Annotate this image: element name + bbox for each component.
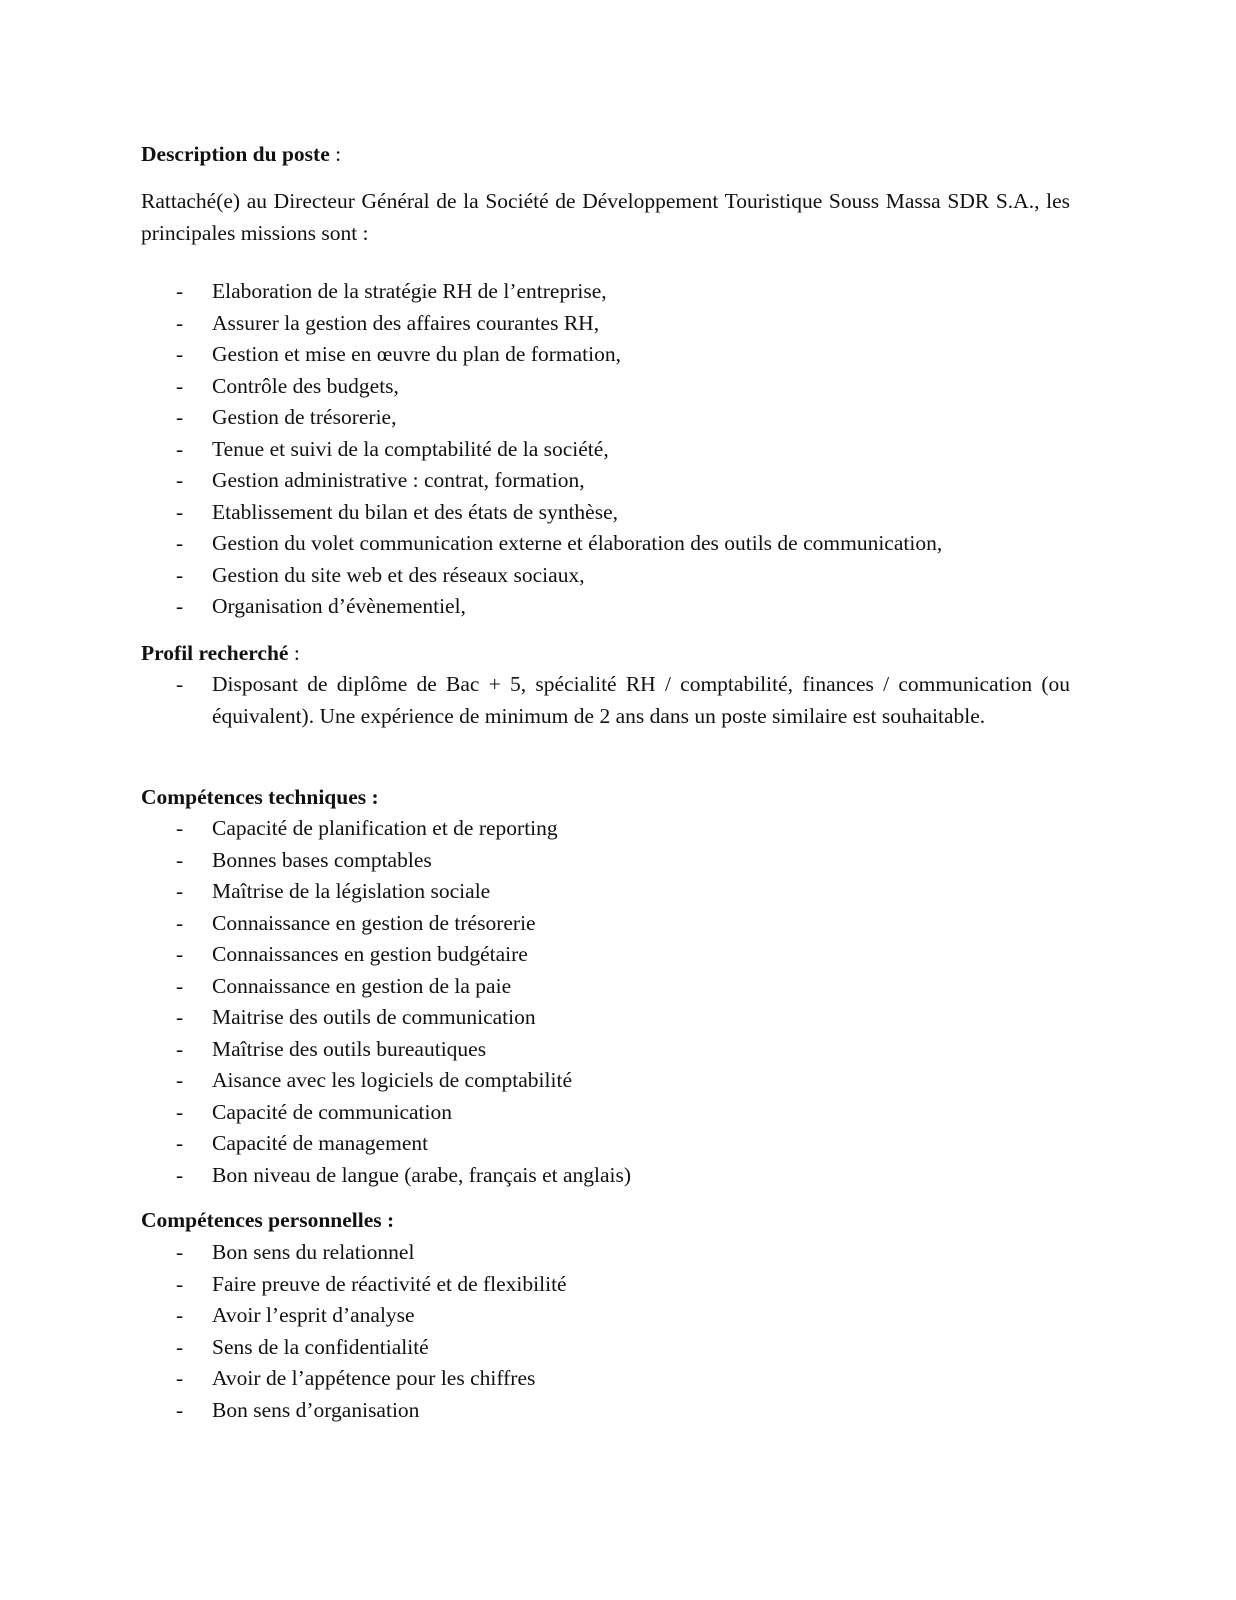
list-item-text: Tenue et suivi de la comptabilité de la société, (212, 436, 609, 461)
bullet-dash: - (176, 1005, 184, 1029)
profil-heading (141, 638, 1070, 670)
bullet-dash: - (176, 973, 184, 998)
list-item (141, 908, 1070, 940)
bullet-dash: - (176, 499, 184, 524)
list-item (141, 1160, 1070, 1192)
bullet-dash: - (176, 1303, 184, 1327)
list-item (141, 339, 1070, 371)
list-item-text: Gestion du volet communication externe et élaboration des outils de communication, (212, 531, 943, 555)
bullet-dash: - (176, 310, 184, 335)
bullet-dash: - (176, 1397, 184, 1422)
bullet-dash: - (176, 942, 184, 966)
list-item-text: Avoir de l’appétence pour les chiffres (212, 1366, 536, 1390)
list-item-text: Maitrise des outils de communication (212, 1005, 536, 1029)
list-item-text: Organisation d’évènementiel, (212, 594, 466, 618)
list-item (141, 591, 1070, 623)
bullet-dash: - (176, 562, 184, 587)
competences-personnelles-heading: Compétences personnelles : (141, 1208, 395, 1232)
bullet-dash: - (176, 342, 184, 366)
list-item (141, 276, 1070, 308)
list-item-text: Capacité de communication (212, 1099, 452, 1124)
heading-text: Profil recherché (141, 641, 289, 665)
bullet-dash: - (176, 279, 184, 303)
heading-text: Description du poste (141, 142, 330, 166)
list-item (141, 1269, 1070, 1301)
list-item (141, 465, 1070, 497)
list-item-text: Bonnes bases comptables (212, 847, 432, 872)
description-heading (141, 139, 1070, 171)
bullet-dash: - (176, 1366, 184, 1390)
competences-techniques-list (141, 813, 1070, 1191)
list-item (141, 1332, 1070, 1364)
bullet-dash: - (176, 594, 184, 618)
list-item-text: Bon sens d’organisation (212, 1397, 420, 1422)
list-item-text: Gestion administrative : contrat, formation, (212, 468, 585, 492)
list-item (141, 560, 1070, 592)
list-item-text: Gestion de trésorerie, (212, 405, 397, 429)
bullet-dash: - (176, 1162, 184, 1187)
list-item (141, 528, 1070, 560)
bullet-dash: - (176, 1036, 184, 1061)
bullet-dash: - (176, 1334, 184, 1359)
competences-personnelles-list (141, 1237, 1070, 1426)
list-item (141, 939, 1070, 971)
bullet-dash: - (176, 468, 184, 492)
list-item-text: Elaboration de la stratégie RH de l’entreprise, (212, 279, 607, 303)
list-item-text: Capacité de planification et de reporting (212, 816, 558, 840)
list-item-text: Faire preuve de réactivité et de flexibilité (212, 1271, 567, 1296)
list-item (141, 402, 1070, 434)
profil-list (141, 669, 1070, 732)
list-item-text: Gestion du site web et des réseaux sociaux, (212, 562, 585, 587)
heading-colon: : (329, 142, 342, 166)
list-item-text: Maîtrise de la législation sociale (212, 879, 491, 903)
bullet-dash: - (176, 816, 184, 840)
list-item (141, 1034, 1070, 1066)
bullet-dash: - (176, 373, 184, 398)
list-item (141, 497, 1070, 529)
list-item (141, 971, 1070, 1003)
bullet-dash: - (176, 879, 184, 903)
list-item (141, 845, 1070, 877)
bullet-dash: - (176, 1068, 184, 1092)
list-item-text: Aisance avec les logiciels de comptabilité (212, 1068, 572, 1092)
intro-paragraph: Rattaché(e) au Directeur Général de la Société de Développement Touristique Souss Massa SDR S.A., les principales missions sont : (141, 189, 1070, 245)
list-item-text: Sens de la confidentialité (212, 1334, 429, 1359)
heading-colon: : (288, 641, 300, 665)
list-item-text: Assurer la gestion des affaires courantes RH, (212, 310, 600, 335)
bullet-dash: - (176, 847, 184, 872)
list-item (141, 1363, 1070, 1395)
bullet-dash: - (176, 531, 184, 555)
list-item-text: Bon sens du relationnel (212, 1240, 415, 1264)
list-item-text: Contrôle des budgets, (212, 373, 399, 398)
list-item (141, 1128, 1070, 1160)
bullet-dash: - (176, 1271, 184, 1296)
bullet-dash: - (176, 1099, 184, 1124)
bullet-dash: - (176, 405, 184, 429)
list-item-text: Bon niveau de langue (arabe, français et anglais) (212, 1162, 632, 1187)
bullet-dash: - (176, 1240, 184, 1264)
list-item (141, 1002, 1070, 1034)
list-item-text: Connaissance en gestion de trésorerie (212, 910, 536, 935)
list-item (141, 669, 1070, 732)
list-item-text: Gestion et mise en œuvre du plan de formation, (212, 342, 621, 366)
list-item (141, 876, 1070, 908)
list-item (141, 1237, 1070, 1269)
missions-list (141, 276, 1070, 623)
list-item (141, 1065, 1070, 1097)
list-item (141, 813, 1070, 845)
bullet-dash: - (176, 1131, 184, 1155)
list-item (141, 1300, 1070, 1332)
list-item (141, 371, 1070, 403)
list-item (141, 1097, 1070, 1129)
list-item-text: Maîtrise des outils bureautiques (212, 1036, 487, 1061)
competences-techniques-heading: Compétences techniques : (141, 785, 379, 809)
list-item-text: Capacité de management (212, 1131, 429, 1155)
bullet-dash: - (176, 672, 184, 696)
list-item (141, 434, 1070, 466)
list-item-text: Connaissance en gestion de la paie (212, 973, 512, 998)
list-item (141, 308, 1070, 340)
list-item-text: Etablissement du bilan et des états de synthèse, (212, 499, 619, 524)
bullet-dash: - (176, 436, 184, 461)
list-item-text: Avoir l’esprit d’analyse (212, 1303, 415, 1327)
list-item-text: Connaissances en gestion budgétaire (212, 942, 528, 966)
bullet-dash: - (176, 910, 184, 935)
list-item (141, 1395, 1070, 1427)
list-item-text: Disposant de diplôme de Bac + 5, spécialité RH / comptabilité, finances / communication (ou équivalent). Une expérience de minimum de 2 ans dans un poste similaire est souhaitable. (212, 672, 1070, 728)
